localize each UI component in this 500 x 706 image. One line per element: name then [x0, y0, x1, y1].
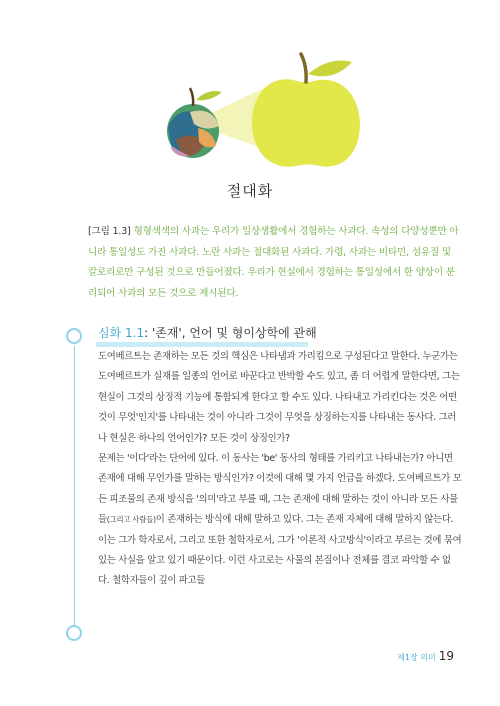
caption-label: [그림 1.3] [88, 226, 131, 237]
paragraph-aside: (그리고 사람들) [106, 515, 156, 525]
caption-text: 형형색색의 사과는 우리가 일상생활에서 경험하는 사과다. 속성의 다양성뿐만 아니라 통일성도 가진 사과다. 노란 사과는 절대화된 사과다. 가령, 사과는 비타민, 섬유질 및 칼로리로만 구성된 것으로 만들어졌다. 우리가 현실에서 경험하는 통일성에서 한 양상이 분리되어 사과의 모든 것으로 제시된다. [88, 226, 459, 299]
rule-top-circle [66, 328, 82, 344]
figure-caption [88, 222, 462, 304]
section-body [98, 347, 462, 592]
sidebar-rule [74, 346, 75, 631]
section-title-text: : '존재', 언어 및 형이상학에 관해 [144, 326, 317, 340]
section-title [98, 324, 317, 341]
paragraph [98, 449, 462, 592]
chapter-label: 제1장 의미 [397, 653, 436, 662]
section-keyword: 심화 1.1 [98, 326, 145, 340]
multicolor-apple-icon [167, 88, 222, 158]
paragraph-text: 이 존재하는 방식에 대해 말하고 있다. 그는 존재 자체에 대해 말하지 않는다. 이는 그가 학자로서, 그리고 또한 철학자로서, 그가 '이론적 사고방식'이라고 부르는 것에 묶여 있는 사실을 알고 있기 때문이다. 이런 사고로는 사물의 본질이나 전체를 결코 파악할 수 없다. 철학자들이 깊이 파고들 [98, 514, 462, 587]
paragraph-text: 문제는 '이다'라는 단어에 있다. 이 동사는 'be' 동사의 형태를 가리키고 나타내는가? 아니면 존재에 대해 무언가를 말하는 방식인가? 이것에 대해 몇 가지 언급을 하겠다. 도여베르트가 모든 피조물의 존재 방식을 '의미'라고 부를 때, 그는 존재에 대해 말하는 것이 아니라 모든 사물들 [98, 453, 462, 526]
figure-illustration [0, 0, 500, 175]
page-number: 19 [438, 649, 454, 663]
paragraph: 도여베르트는 존재하는 모든 것의 핵심은 나타냄과 가리킴으로 구성된다고 말한다. 누군가는 도여베르트가 실재를 일종의 언어로 바꾼다고 반박할 수도 있고, 좀 더 어렵게 말한다면, 그는 현실이 그것의 상징적 기능에 통합되게 한다고 할 수도 있다. 나타내고 가리킨다는 것은 어떤 것이 무엇'인지'를 나타내는 것이 아니라 그것이 무엇을 상징하는지를 나타내는 동사다. 그러나 현실은 하나의 언어인가? 모든 것이 상징인가? [98, 351, 460, 444]
apple-illustration [0, 0, 500, 175]
yellow-apple-icon [252, 54, 360, 167]
page-footer [397, 649, 454, 663]
figure-title: 절대화 [226, 182, 274, 200]
rule-bottom-circle [66, 625, 82, 641]
